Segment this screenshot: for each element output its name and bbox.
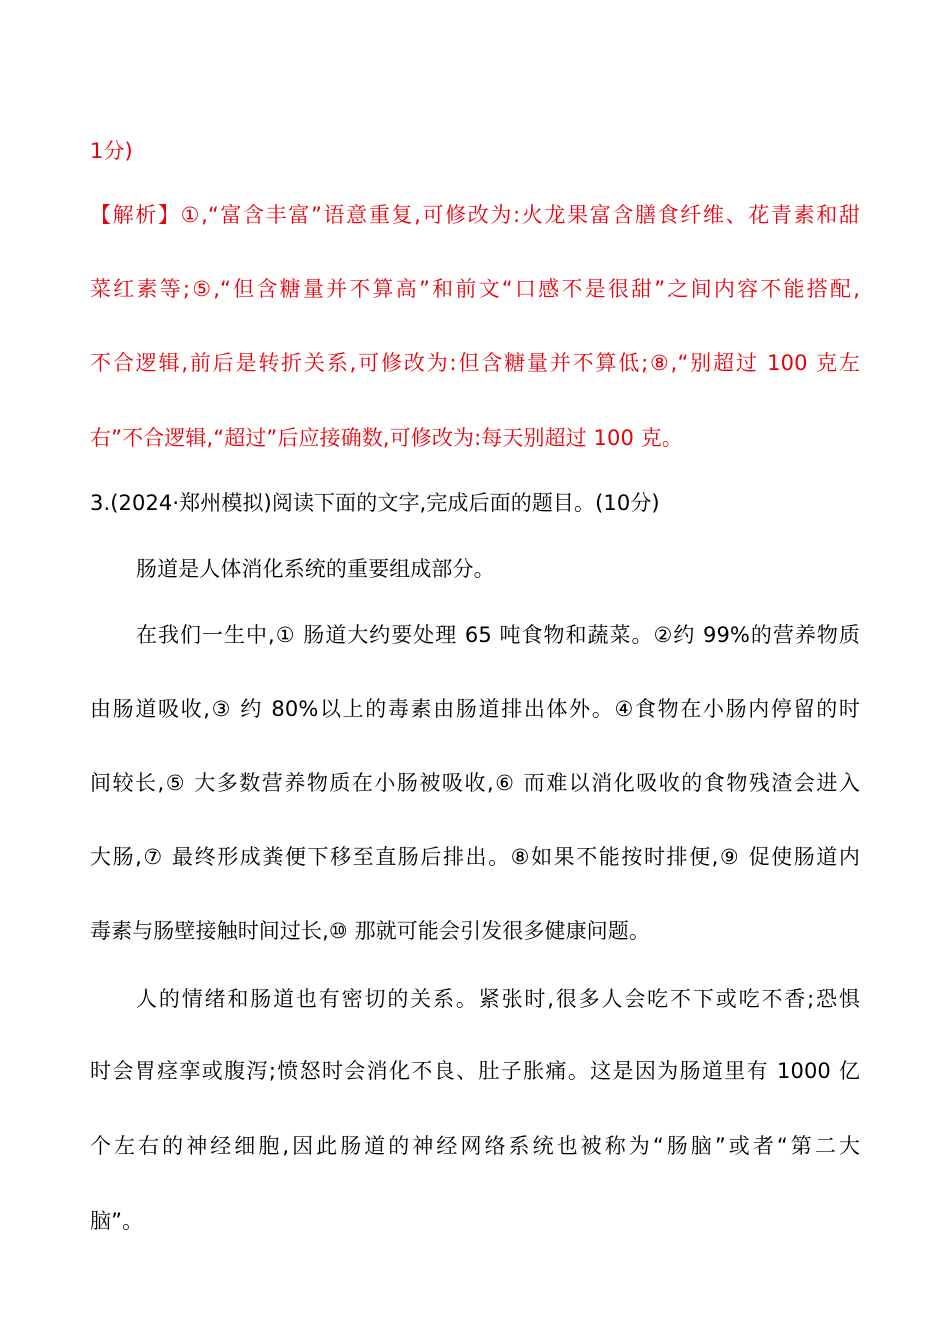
paragraph-2-line-5: 毒素与肠壁接触时间过长,⑩ 那就可能会引发很多健康问题。 — [90, 919, 650, 943]
paragraph-3-line-1: 人的情绪和肠道也有密切的关系。紧张时,很多人会吃不下或吃不香;恐惧 — [136, 987, 860, 1011]
answer-tail: 1分) — [90, 139, 133, 163]
paragraph-3-line-2: 时会胃痉挛或腹泻;愤怒时会消化不良、肚子胀痛。这是因为肠道里有 1000 亿 — [90, 1059, 860, 1083]
paragraph-2-line-1: 在我们一生中,① 肠道大约要处理 65 吨食物和蔬菜。②约 99%的营养物质 — [136, 623, 860, 647]
paragraph-2-line-4: 大肠,⑦ 最终形成粪便下移至直肠后排出。⑧如果不能按时排便,⑨ 促使肠道内 — [90, 845, 860, 869]
paragraph-2-line-3: 间较长,⑤ 大多数营养物质在小肠被吸收,⑥ 而难以消化吸收的食物残渣会进入 — [90, 771, 860, 795]
paragraph-3-line-4: 脑”。 — [90, 1209, 144, 1233]
analysis-line-1: 【解析】①,“富含丰富”语意重复,可修改为:火龙果富含膳食纤维、花青素和甜 — [90, 203, 860, 227]
paragraph-3-line-3: 个左右的神经细胞,因此肠道的神经网络系统也被称为“肠脑”或者“第二大 — [90, 1134, 860, 1158]
question-heading: 3.(2024·郑州模拟)阅读下面的文字,完成后面的题目。(10分) — [90, 491, 660, 515]
paragraph-1: 肠道是人体消化系统的重要组成部分。 — [136, 557, 495, 581]
analysis-line-3: 不合逻辑,前后是转折关系,可修改为:但含糖量并不算低;⑧,“别超过 100 克左 — [90, 351, 860, 375]
paragraph-2-line-2: 由肠道吸收,③ 约 80%以上的毒素由肠道排出体外。④食物在小肠内停留的时 — [90, 697, 860, 721]
analysis-line-2: 菜红素等;⑤,“但含糖量并不算高”和前文“口感不是很甜”之间内容不能搭配, — [90, 277, 860, 301]
analysis-line-4: 右”不合逻辑,“超过”后应接确数,可修改为:每天别超过 100 克。 — [90, 426, 683, 450]
